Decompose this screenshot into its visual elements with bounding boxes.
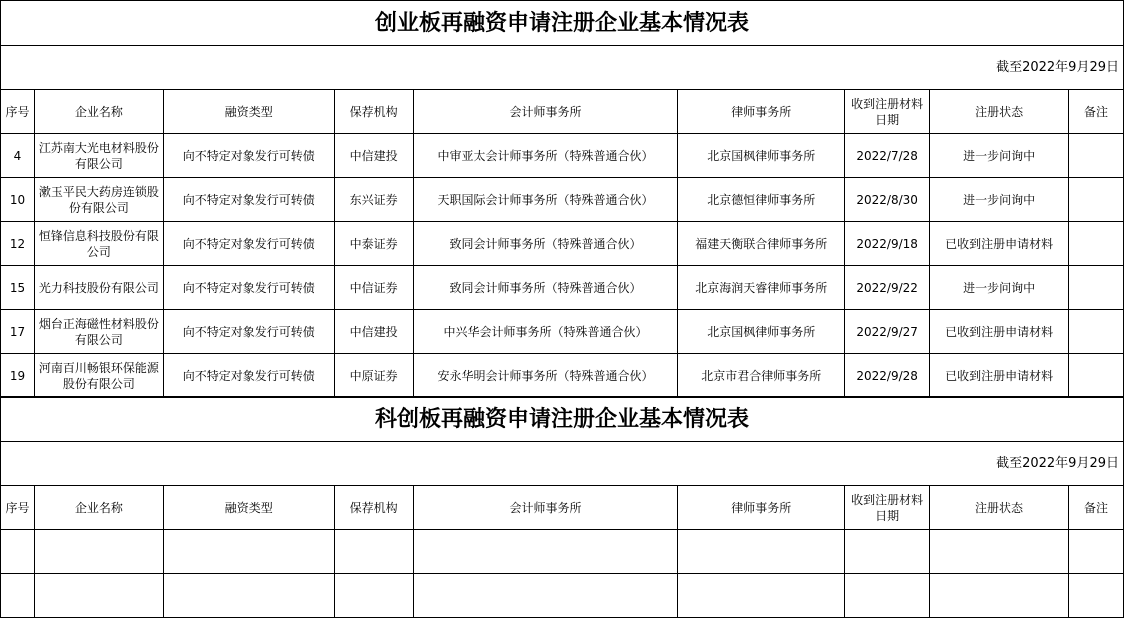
- star-table-title: 科创板再融资申请注册企业基本情况表: [1, 397, 1124, 442]
- cell-received-date: 2022/9/27: [845, 310, 930, 354]
- cell-received-date: 2022/9/22: [845, 266, 930, 310]
- cell-remark: [1069, 354, 1124, 398]
- cell-received-date: 2022/7/28: [845, 134, 930, 178]
- star-market-refinancing-table: [0, 396, 1124, 618]
- cell-seq: 10: [1, 178, 35, 222]
- header-company: 企业名称: [34, 90, 163, 134]
- cell-status: [930, 574, 1069, 618]
- cell-sponsor: 中信证券: [334, 266, 413, 310]
- cell-seq: [1, 530, 35, 574]
- cell-seq: 12: [1, 222, 35, 266]
- table-row: [1, 134, 1124, 178]
- cell-accountant: 天职国际会计师事务所（特殊普通合伙）: [413, 178, 678, 222]
- cell-remark: [1068, 574, 1123, 618]
- header-received-date: 收到注册材料日期: [845, 90, 930, 134]
- cell-accountant: 致同会计师事务所（特殊普通合伙）: [413, 266, 678, 310]
- cell-type: [163, 530, 334, 574]
- header-remark: 备注: [1069, 90, 1124, 134]
- table-row: [1, 354, 1124, 398]
- cell-status: 已收到注册申请材料: [930, 222, 1069, 266]
- header-law-firm: 律师事务所: [678, 90, 845, 134]
- cell-law-firm: 北京国枫律师事务所: [678, 134, 845, 178]
- cell-type: 向不特定对象发行可转债: [163, 222, 334, 266]
- cell-sponsor: 中泰证券: [334, 222, 413, 266]
- cell-remark: [1069, 134, 1124, 178]
- header-status: 注册状态: [930, 486, 1069, 530]
- header-seq: 序号: [1, 486, 35, 530]
- table-row: [1, 530, 1124, 574]
- cell-law-firm: [678, 530, 845, 574]
- cell-accountant: 中兴华会计师事务所（特殊普通合伙）: [413, 310, 678, 354]
- gem-table-title: 创业板再融资申请注册企业基本情况表: [1, 1, 1124, 46]
- cell-seq: [1, 574, 35, 618]
- cell-law-firm: 北京市君合律师事务所: [678, 354, 845, 398]
- cell-status: 进一步问询中: [930, 266, 1069, 310]
- cell-company: [34, 574, 163, 618]
- gem-as-of-date: 截至2022年9月29日: [1, 46, 1124, 90]
- cell-seq: 19: [1, 354, 35, 398]
- cell-received-date: 2022/9/18: [845, 222, 930, 266]
- cell-status: 进一步问询中: [930, 178, 1069, 222]
- header-accountant: 会计师事务所: [413, 90, 678, 134]
- cell-accountant: 致同会计师事务所（特殊普通合伙）: [413, 222, 678, 266]
- cell-seq: 15: [1, 266, 35, 310]
- header-sponsor: 保荐机构: [334, 90, 413, 134]
- cell-remark: [1069, 310, 1124, 354]
- cell-law-firm: 北京国枫律师事务所: [678, 310, 845, 354]
- header-law-firm: 律师事务所: [678, 486, 845, 530]
- cell-received-date: 2022/8/30: [845, 178, 930, 222]
- cell-accountant: [413, 530, 678, 574]
- cell-status: [930, 530, 1069, 574]
- cell-sponsor: [334, 530, 413, 574]
- cell-company: 光力科技股份有限公司: [34, 266, 163, 310]
- cell-company: 江苏南大光电材料股份有限公司: [34, 134, 163, 178]
- cell-received-date: 2022/9/28: [845, 354, 930, 398]
- cell-status: 进一步问询中: [930, 134, 1069, 178]
- table-row: [1, 266, 1124, 310]
- cell-status: 已收到注册申请材料: [930, 310, 1069, 354]
- cell-remark: [1069, 222, 1124, 266]
- cell-seq: 17: [1, 310, 35, 354]
- cell-law-firm: [678, 574, 845, 618]
- cell-accountant: [413, 574, 678, 618]
- cell-accountant: 安永华明会计师事务所（特殊普通合伙）: [413, 354, 678, 398]
- cell-company: 河南百川畅银环保能源股份有限公司: [34, 354, 163, 398]
- cell-sponsor: 中信建投: [334, 310, 413, 354]
- cell-sponsor: [334, 574, 413, 618]
- header-type: 融资类型: [163, 90, 334, 134]
- cell-law-firm: 福建天衡联合律师事务所: [678, 222, 845, 266]
- header-accountant: 会计师事务所: [413, 486, 678, 530]
- cell-remark: [1068, 530, 1123, 574]
- table-row: [1, 574, 1124, 618]
- header-received-date: 收到注册材料日期: [845, 486, 930, 530]
- cell-received-date: [845, 574, 930, 618]
- cell-sponsor: 中信建投: [334, 134, 413, 178]
- cell-type: 向不特定对象发行可转债: [163, 266, 334, 310]
- header-type: 融资类型: [163, 486, 334, 530]
- cell-type: 向不特定对象发行可转债: [163, 178, 334, 222]
- cell-type: 向不特定对象发行可转债: [163, 310, 334, 354]
- star-as-of-date: 截至2022年9月29日: [1, 442, 1124, 486]
- cell-company: [34, 530, 163, 574]
- cell-type: [163, 574, 334, 618]
- cell-remark: [1069, 178, 1124, 222]
- cell-remark: [1069, 266, 1124, 310]
- header-seq: 序号: [1, 90, 35, 134]
- cell-seq: 4: [1, 134, 35, 178]
- cell-type: 向不特定对象发行可转债: [163, 354, 334, 398]
- header-status: 注册状态: [930, 90, 1069, 134]
- cell-status: 已收到注册申请材料: [930, 354, 1069, 398]
- cell-sponsor: 中原证券: [334, 354, 413, 398]
- table-row: [1, 310, 1124, 354]
- cell-type: 向不特定对象发行可转债: [163, 134, 334, 178]
- cell-company: 恒锋信息科技股份有限公司: [34, 222, 163, 266]
- cell-received-date: [845, 530, 930, 574]
- cell-company: 烟台正海磁性材料股份有限公司: [34, 310, 163, 354]
- cell-law-firm: 北京德恒律师事务所: [678, 178, 845, 222]
- cell-law-firm: 北京海润天睿律师事务所: [678, 266, 845, 310]
- table-row: [1, 178, 1124, 222]
- cell-sponsor: 东兴证券: [334, 178, 413, 222]
- cell-company: 漱玉平民大药房连锁股份有限公司: [34, 178, 163, 222]
- cell-accountant: 中审亚太会计师事务所（特殊普通合伙）: [413, 134, 678, 178]
- header-sponsor: 保荐机构: [334, 486, 413, 530]
- header-remark: 备注: [1068, 486, 1123, 530]
- header-company: 企业名称: [34, 486, 163, 530]
- table-row: [1, 222, 1124, 266]
